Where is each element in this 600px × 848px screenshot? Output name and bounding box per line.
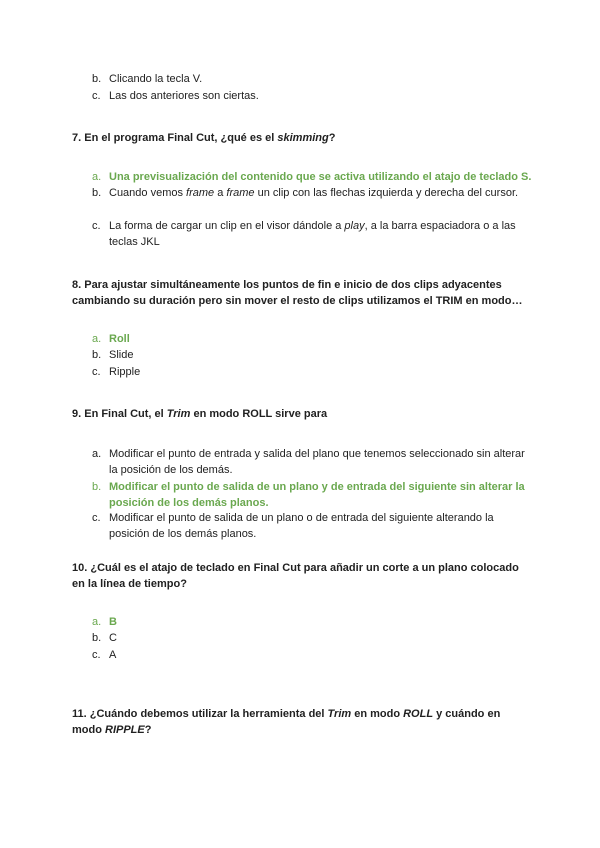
option-text: Modificar el punto de entrada y salida del plano que tenemos seleccionado sin alterar la posición de los demás. <box>109 448 525 476</box>
option-letter: c. <box>92 649 101 661</box>
option-letter: b. <box>92 187 102 199</box>
option-text: A <box>109 649 117 661</box>
option-text: Slide <box>109 349 134 361</box>
option-text: Modificar el punto de salida de un plano o de entrada del siguiente alterando la posición de los demás planos. <box>109 512 494 540</box>
question-11: 11. ¿Cuándo debemos utilizar la herramienta del Trim en modo ROLL y cuándo en modo RIPPLE? <box>72 708 501 736</box>
q10-option-c <box>92 647 532 663</box>
option-text: Una previsualización del contenido que se activa utilizando el atajo de teclado S. <box>109 171 532 183</box>
option-letter: b. <box>92 632 102 644</box>
question-9: 9. En Final Cut, el Trim en modo ROLL sirve para <box>72 408 328 420</box>
q10-option-b <box>92 630 532 646</box>
option-text: B <box>109 616 117 628</box>
option-text: C <box>109 632 117 644</box>
option-text: Cuando vemos frame a frame un clip con las flechas izquierda y derecha del cursor. <box>109 187 519 199</box>
q8-option-b <box>92 347 532 363</box>
option-letter: c. <box>92 90 101 102</box>
q8-option-a <box>92 331 532 347</box>
option-text: Modificar el punto de salida de un plano y de entrada del siguiente sin alterar la posición de los demás planos. <box>109 481 525 509</box>
q9-option-b <box>92 479 532 511</box>
q7-option-c <box>92 218 532 250</box>
option-letter: b. <box>92 481 102 493</box>
option-letter: a. <box>92 448 102 460</box>
q9-option-a <box>92 446 532 478</box>
option-text: Roll <box>109 333 130 345</box>
option-text: Ripple <box>109 366 141 378</box>
question-7: 7. En el programa Final Cut, ¿qué es el skimming? <box>72 132 336 144</box>
option-letter: b. <box>92 73 102 85</box>
prev-option-c <box>92 88 532 104</box>
q7-option-b <box>92 185 532 201</box>
option-letter: a. <box>92 171 102 183</box>
option-letter: c. <box>92 512 101 524</box>
question-10: 10. ¿Cuál es el atajo de teclado en Final Cut para añadir un corte a un plano colocado en la línea de tiempo? <box>72 562 519 590</box>
option-letter: c. <box>92 220 101 232</box>
option-letter: b. <box>92 349 102 361</box>
option-text: Las dos anteriores son ciertas. <box>109 90 259 102</box>
option-letter: c. <box>92 366 101 378</box>
q10-option-a <box>92 614 532 630</box>
question-8: 8. Para ajustar simultáneamente los puntos de fin e inicio de dos clips adyacentes cambiando su duración pero sin mover el resto de clips utilizamos el TRIM en modo… <box>72 279 523 307</box>
option-letter: a. <box>92 333 102 345</box>
option-text: Clicando la tecla V. <box>109 73 203 85</box>
q9-option-c <box>92 510 532 542</box>
prev-option-b <box>92 71 532 87</box>
q8-option-c <box>92 364 532 380</box>
option-letter: a. <box>92 616 102 628</box>
q7-option-a <box>92 169 532 185</box>
option-text: La forma de cargar un clip en el visor dándole a play, a la barra espaciadora o a las teclas JKL <box>109 220 516 248</box>
